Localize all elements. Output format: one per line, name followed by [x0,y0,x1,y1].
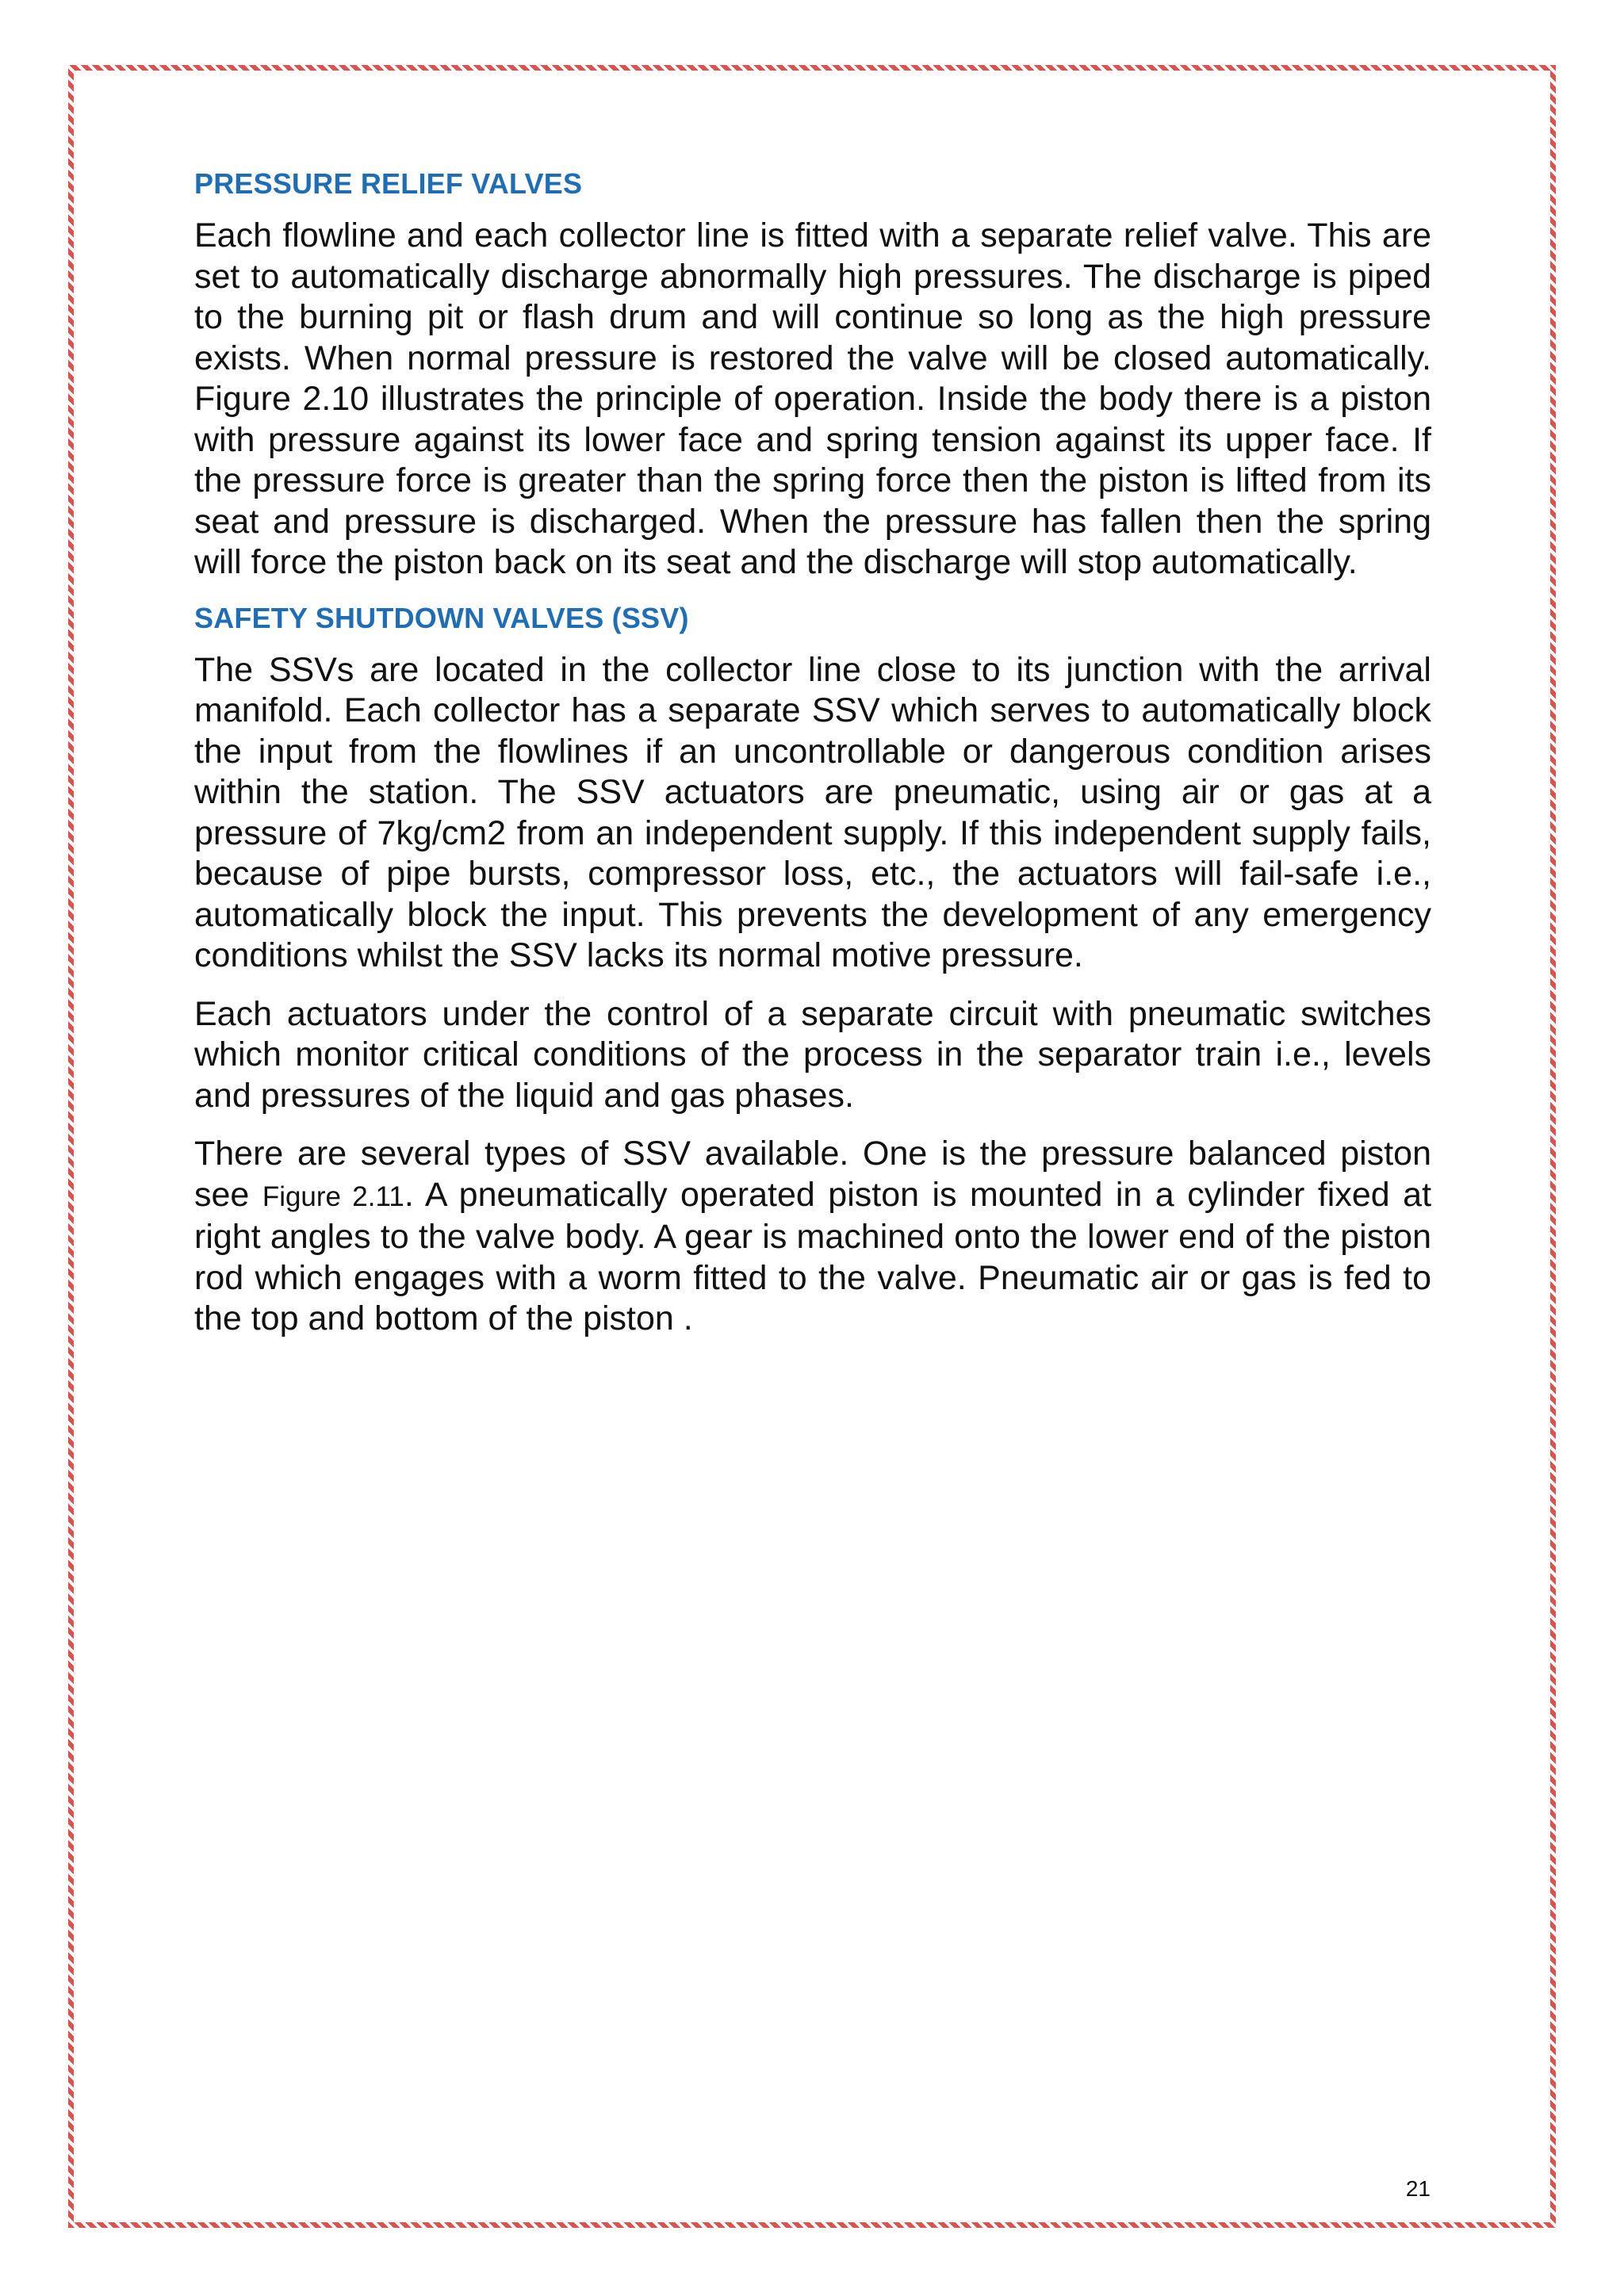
page-content [194,166,1431,1357]
paragraph-ssv-types-part-2: . A pneumatically operated piston is mounted in a cylinder fixed at right angles to the valve body. A gear is machined onto the lower end of the piston rod which engages with a worm fitted to the valve. Pneumatic air or gas is fed to the top and bottom of the piston . [194,1175,1432,1337]
section-heading-safety-shutdown-valves: SAFETY SHUTDOWN VALVES (SSV) [194,601,689,634]
paragraph-ssv-actuators: Each actuators under the control of a separate circuit with pneumatic switches which monitor critical conditions of the process in the separator train i.e., levels and pressures of the liquid and gas phases. [194,994,1431,1115]
paragraph-ssv-types [194,1134,1431,1340]
page-number: 21 [1405,2176,1431,2201]
paragraph-ssv-location: The SSVs are located in the collector line close to its junction with the arrival manifold. Each collector has a separate SSV which serves to automatically block the input from the flowlines if an uncontrollable or dangerous condition arises within the station. The SSV actuators are pneumatic, using air or gas at a pressure of 7kg/cm2 from an independent supply. If this independent supply fails, because of pipe bursts, compressor loss, etc., the actuators will fail-safe i.e., automatically block the input. This prevents the development of any emergency conditions whilst the SSV lacks its normal motive pressure. [194,650,1431,974]
figure-reference-link: Figure 2.11 [262,1181,404,1212]
paragraph-pressure-relief: Each flowline and each collector line is fitted with a separate relief valve. This are set to automatically discharge abnormally high pressures. The discharge is piped to the burning pit or flash drum and will continue so long as the high pressure exists. When normal pressure is restored the valve will be closed automatically. Figure 2.10 illustrates the principle of operation. Inside the body there is a piston with pressure against its lower face and spring tension against its upper face. If the pressure force is greater than the spring force then the piston is lifted from its seat and pressure is discharged. When the pressure has fallen then the spring will force the piston back on its seat and the discharge will stop automatically. [194,216,1431,581]
section-heading-pressure-relief-valves: PRESSURE RELIEF VALVES [194,167,583,200]
paragraph-ssv-types-part-1: There are several types of SSV available. One is the pressure balanced piston see [194,1135,1431,1214]
